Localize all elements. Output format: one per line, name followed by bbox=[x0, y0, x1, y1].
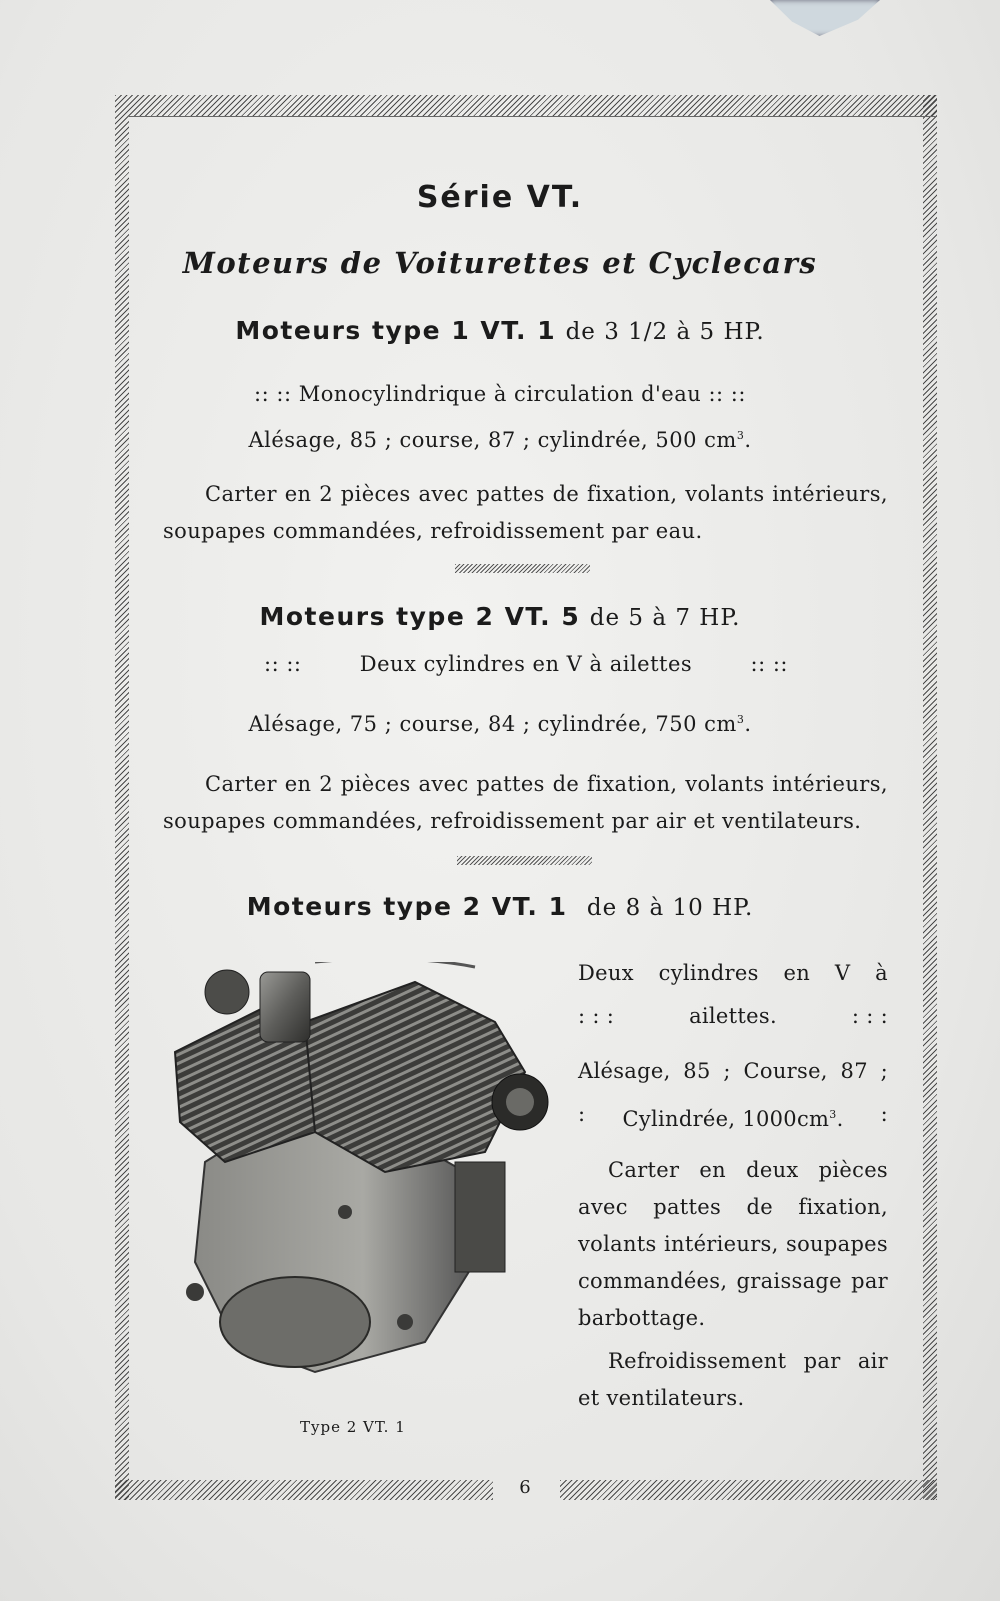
section3-line-d-main-wrap bbox=[622, 1096, 843, 1138]
photo-caption: Type 2 VT. 1 bbox=[300, 1418, 406, 1436]
engine-photo bbox=[165, 962, 565, 1402]
series-title: Série VT. bbox=[416, 180, 584, 215]
border-inner-rule bbox=[129, 116, 937, 117]
section3-line-a: Deux cylindres en V à bbox=[578, 961, 888, 985]
section2-specs-text: Alésage, 75 ; course, 84 ; cylindrée, 750 cm bbox=[248, 712, 737, 736]
section3-line-d-main: Cylindrée, 1000cm bbox=[622, 1107, 830, 1131]
section2-specs-end: . bbox=[744, 712, 752, 736]
section1-specs-end: . bbox=[744, 428, 752, 452]
section3-description-1 bbox=[578, 1152, 888, 1337]
border-bottom-right bbox=[560, 1480, 937, 1500]
section3-description-2-text: Refroidissement par air et ventilateurs. bbox=[578, 1349, 888, 1410]
section1-specs-text: Alésage, 85 ; course, 87 ; cylindrée, 500 cm bbox=[248, 428, 737, 452]
border-top bbox=[115, 95, 937, 116]
section3-heading bbox=[0, 892, 1000, 921]
section1-specs bbox=[0, 428, 1000, 452]
section3-line-b-word: ailettes. bbox=[689, 1004, 777, 1028]
section3-range: de 8 à 10 HP. bbox=[586, 895, 754, 921]
section1-type: Moteurs type 1 VT. 1 bbox=[235, 316, 557, 345]
section3-description-1-text: Carter en deux pièces avec pattes de fixation, volants intérieurs, soupapes commandées, graissage par barbottage. bbox=[578, 1158, 888, 1330]
section2-description-text: Carter en 2 pièces avec pattes de fixation, volants intérieurs, soupapes commandées, refroidissement par air et ventilateurs. bbox=[163, 772, 888, 833]
border-left bbox=[115, 95, 129, 1500]
section3-line-d-sup: 3 bbox=[829, 1108, 837, 1121]
section1-line1: :: :: Monocylindrique à circulation d'eau :: :: bbox=[254, 382, 746, 406]
section2-specs-sup: 3 bbox=[736, 713, 745, 726]
border-bottom-left bbox=[115, 1480, 493, 1500]
section3-line-b bbox=[578, 998, 888, 1035]
section2-type: Moteurs type 2 VT. 5 bbox=[259, 602, 581, 631]
separator-1 bbox=[455, 564, 590, 573]
section1-specs-sup: 3 bbox=[736, 429, 745, 442]
section2-dots-left: :: :: bbox=[264, 652, 302, 676]
section2-range: de 5 à 7 HP. bbox=[589, 605, 741, 631]
section1-range: de 3 1/2 à 5 HP. bbox=[565, 319, 765, 345]
section2-specs bbox=[0, 712, 1000, 736]
section3-specs-column bbox=[578, 955, 888, 1417]
section2-heading bbox=[0, 602, 1000, 631]
section1-heading bbox=[0, 316, 1000, 345]
page-subtitle: Moteurs de Voiturettes et Cyclecars bbox=[182, 246, 818, 280]
section3-line-b-dots-right: : : : bbox=[851, 1004, 888, 1028]
page-number: 6 bbox=[519, 1477, 531, 1498]
section2-line1-text: Deux cylindres en V à ailettes bbox=[359, 652, 693, 676]
section2-line1 bbox=[264, 652, 788, 676]
torn-corner bbox=[770, 0, 880, 36]
section3-line-c: Alésage, 85 ; Course, 87 ; bbox=[578, 1059, 888, 1083]
section2-dots-right: :: :: bbox=[750, 652, 788, 676]
section3-description-2 bbox=[578, 1343, 888, 1417]
section3-line-d-end: . bbox=[836, 1107, 844, 1131]
section1-description-text: Carter en 2 pièces avec pattes de fixation, volants intérieurs, soupapes commandées, refroidissement par eau. bbox=[163, 482, 888, 543]
section3-line-d-left: : bbox=[578, 1102, 586, 1126]
separator-2 bbox=[457, 856, 592, 865]
section3-type: Moteurs type 2 VT. 1 bbox=[246, 892, 568, 921]
border-right bbox=[923, 95, 937, 1500]
section3-line-d-right: : bbox=[880, 1102, 888, 1126]
section3-line-b-dots-left: : : : bbox=[578, 1004, 615, 1028]
section2-description bbox=[163, 766, 888, 840]
section1-description bbox=[163, 476, 888, 550]
section3-line-d bbox=[578, 1096, 888, 1138]
